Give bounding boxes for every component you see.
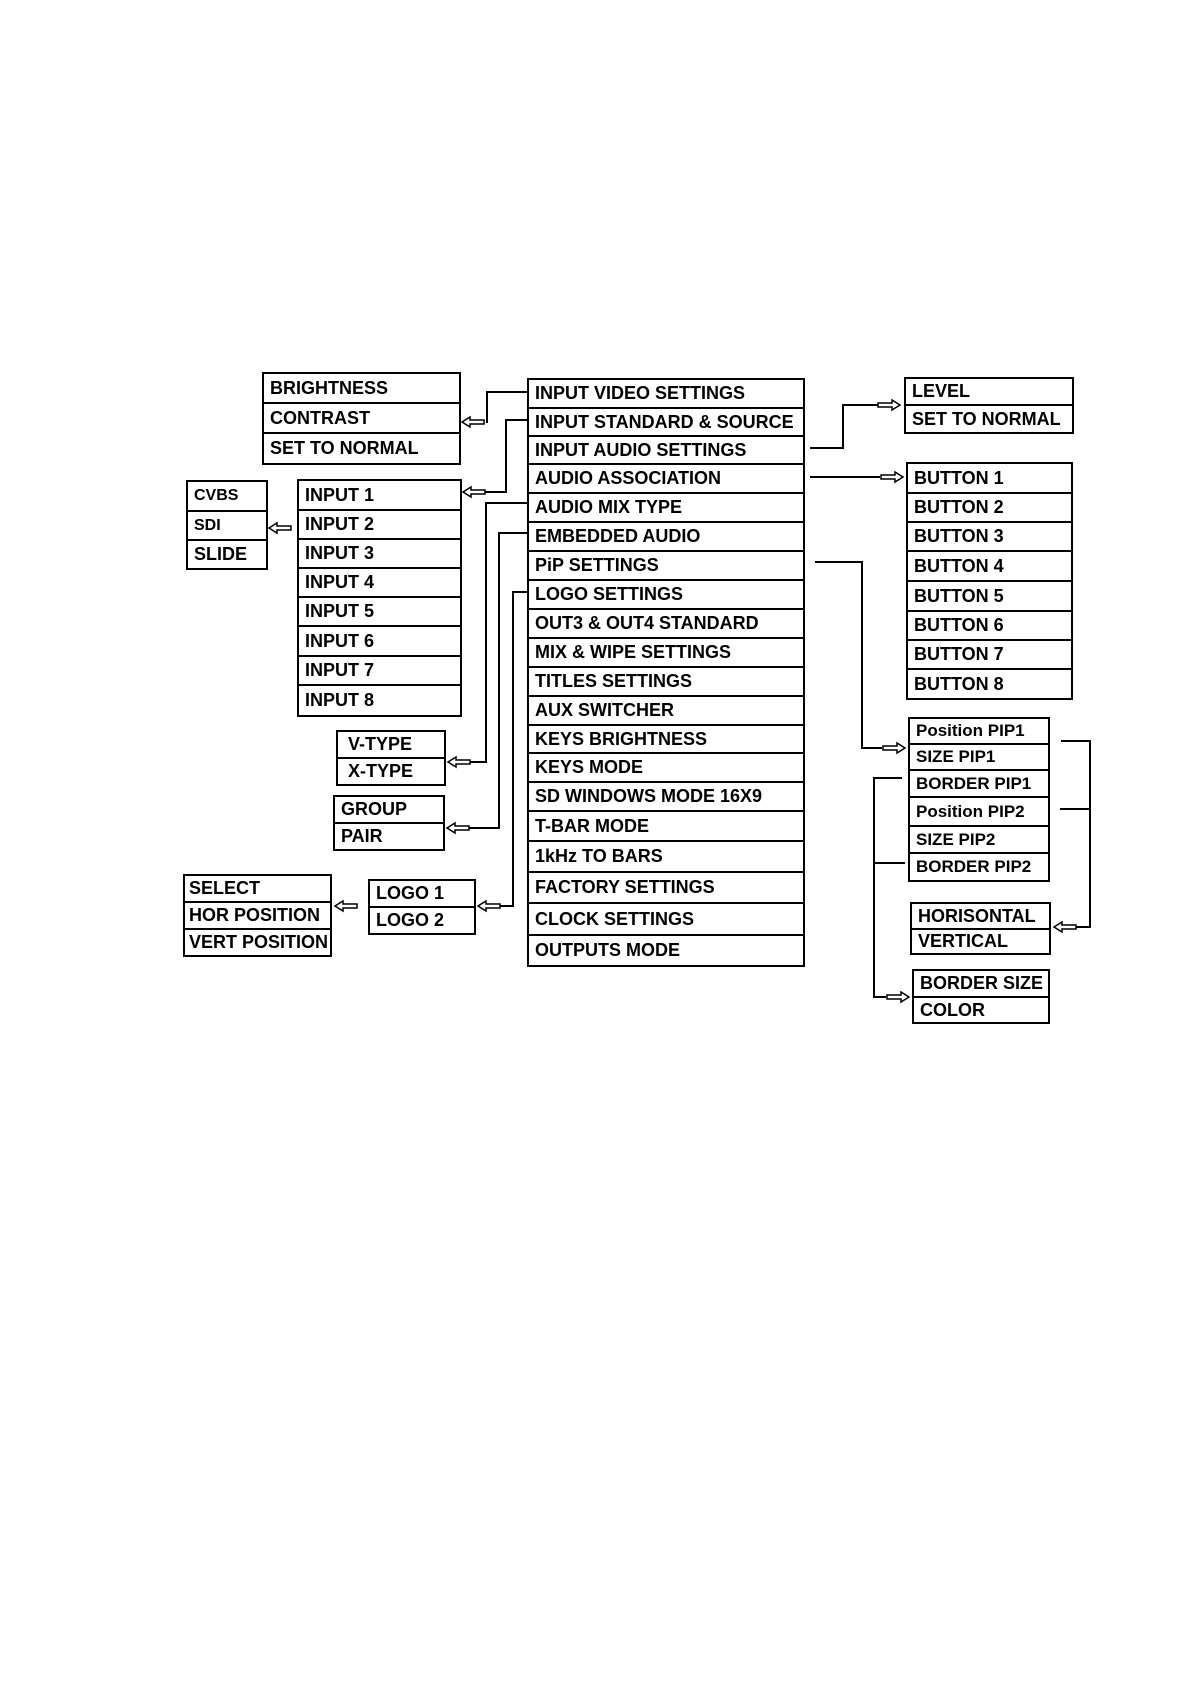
horisontal-item[interactable]: HORISONTAL bbox=[912, 904, 1049, 930]
logo-2-item[interactable]: LOGO 2 bbox=[376, 910, 445, 930]
input-8-item[interactable]: INPUT 8 bbox=[305, 690, 375, 710]
hor-position-item[interactable]: HOR POSITION bbox=[185, 903, 330, 930]
pair-item[interactable]: PAIR bbox=[341, 826, 383, 846]
input-5-item[interactable]: INPUT 5 bbox=[299, 598, 460, 627]
menu-t-bar-mode[interactable]: T-BAR MODE bbox=[529, 812, 803, 842]
cvbs-item[interactable]: CVBS bbox=[188, 482, 266, 512]
position-pip2-item[interactable]: Position PIP2 bbox=[910, 798, 1048, 827]
arrow-left-icon bbox=[462, 417, 484, 427]
wire-input-standard bbox=[485, 420, 527, 492]
menu-factory-settings[interactable]: FACTORY SETTINGS bbox=[529, 873, 803, 904]
input-4-item[interactable]: INPUT 4 bbox=[299, 569, 460, 598]
menu-titles-settings[interactable]: TITLES SETTINGS bbox=[529, 668, 803, 697]
arrow-left-icon bbox=[448, 757, 470, 767]
input-3-item[interactable]: INPUT 3 bbox=[299, 540, 460, 569]
input-2-item[interactable]: INPUT 2 bbox=[299, 511, 460, 540]
menu-audio-association[interactable]: AUDIO ASSOCIATION bbox=[529, 465, 803, 494]
wire-border-bracket bbox=[874, 778, 902, 997]
menu-aux-switcher[interactable]: AUX SWITCHER bbox=[529, 697, 803, 726]
sdi-item[interactable]: SDI bbox=[188, 512, 266, 541]
button-6-item[interactable]: BUTTON 6 bbox=[908, 612, 1071, 641]
menu-clock-settings[interactable]: CLOCK SETTINGS bbox=[529, 904, 803, 936]
wire-logo-settings bbox=[500, 592, 527, 906]
border-pip1-item[interactable]: BORDER PIP1 bbox=[910, 771, 1048, 798]
wire-embedded-audio bbox=[469, 533, 527, 828]
wire-pip-settings bbox=[815, 562, 882, 748]
arrow-right-icon bbox=[887, 992, 909, 1002]
logo-1-item[interactable]: LOGO 1 bbox=[370, 881, 474, 908]
position-pip1-item[interactable]: Position PIP1 bbox=[910, 719, 1048, 745]
color-item[interactable]: COLOR bbox=[920, 999, 985, 1020]
button-7-item[interactable]: BUTTON 7 bbox=[908, 641, 1071, 670]
level-item[interactable]: LEVEL bbox=[906, 379, 1072, 406]
arrow-left-icon bbox=[269, 523, 291, 533]
arrow-left-icon bbox=[463, 487, 485, 497]
menu-outputs-mode[interactable]: OUTPUTS MODE bbox=[535, 940, 681, 960]
group-item[interactable]: GROUP bbox=[335, 797, 443, 824]
button-3-item[interactable]: BUTTON 3 bbox=[908, 523, 1071, 552]
audio-set-to-normal-item[interactable]: SET TO NORMAL bbox=[912, 408, 1061, 429]
menu-input-video-settings[interactable]: INPUT VIDEO SETTINGS bbox=[529, 380, 803, 409]
vertical-item[interactable]: VERTICAL bbox=[918, 931, 1008, 951]
menu-mix-wipe-settings[interactable]: MIX & WIPE SETTINGS bbox=[529, 639, 803, 668]
menu-1khz-to-bars[interactable]: 1kHz TO BARS bbox=[529, 842, 803, 873]
input-6-item[interactable]: INPUT 6 bbox=[299, 627, 460, 657]
button-1-item[interactable]: BUTTON 1 bbox=[908, 464, 1071, 494]
menu-input-audio-settings[interactable]: INPUT AUDIO SETTINGS bbox=[529, 437, 803, 465]
button-4-item[interactable]: BUTTON 4 bbox=[908, 552, 1071, 582]
menu-audio-mix-type[interactable]: AUDIO MIX TYPE bbox=[529, 494, 803, 523]
arrow-left-icon bbox=[447, 823, 469, 833]
wire-input-audio-settings bbox=[810, 405, 878, 448]
x-type-item[interactable]: X-TYPE bbox=[348, 761, 414, 781]
arrow-right-icon bbox=[878, 400, 900, 410]
button-8-item[interactable]: BUTTON 8 bbox=[914, 673, 1004, 694]
menu-pip-settings[interactable]: PiP SETTINGS bbox=[529, 552, 803, 581]
menu-sd-windows-mode[interactable]: SD WINDOWS MODE 16X9 bbox=[529, 783, 803, 812]
v-type-item[interactable]: V-TYPE bbox=[338, 732, 444, 759]
wire-position-bracket bbox=[1061, 741, 1090, 927]
slide-item[interactable]: SLIDE bbox=[194, 544, 248, 564]
menu-embedded-audio[interactable]: EMBEDDED AUDIO bbox=[529, 523, 803, 552]
arrow-right-icon bbox=[881, 472, 903, 482]
input-1-item[interactable]: INPUT 1 bbox=[299, 481, 460, 511]
border-size-item[interactable]: BORDER SIZE bbox=[914, 971, 1048, 998]
arrow-left-icon bbox=[478, 901, 500, 911]
menu-keys-mode[interactable]: KEYS MODE bbox=[529, 754, 803, 783]
arrow-left-icon bbox=[1054, 922, 1076, 932]
brightness-item[interactable]: BRIGHTNESS bbox=[264, 374, 459, 404]
button-5-item[interactable]: BUTTON 5 bbox=[908, 582, 1071, 612]
button-2-item[interactable]: BUTTON 2 bbox=[908, 494, 1071, 523]
menu-out3-out4-standard[interactable]: OUT3 & OUT4 STANDARD bbox=[529, 610, 803, 639]
input-7-item[interactable]: INPUT 7 bbox=[299, 657, 460, 686]
video-set-to-normal-item[interactable]: SET TO NORMAL bbox=[270, 438, 419, 458]
contrast-item[interactable]: CONTRAST bbox=[264, 404, 459, 434]
size-pip2-item[interactable]: SIZE PIP2 bbox=[910, 827, 1048, 854]
arrow-left-icon bbox=[335, 901, 357, 911]
menu-logo-settings[interactable]: LOGO SETTINGS bbox=[529, 581, 803, 610]
arrow-right-icon bbox=[883, 743, 905, 753]
select-item[interactable]: SELECT bbox=[185, 876, 330, 903]
vert-position-item[interactable]: VERT POSITION bbox=[189, 932, 329, 952]
menu-keys-brightness[interactable]: KEYS BRIGHTNESS bbox=[529, 726, 803, 754]
border-pip2-item[interactable]: BORDER PIP2 bbox=[916, 857, 1032, 876]
menu-input-standard-source[interactable]: INPUT STANDARD & SOURCE bbox=[529, 409, 803, 437]
size-pip1-item[interactable]: SIZE PIP1 bbox=[910, 745, 1048, 771]
wire-video-settings bbox=[486, 392, 527, 422]
